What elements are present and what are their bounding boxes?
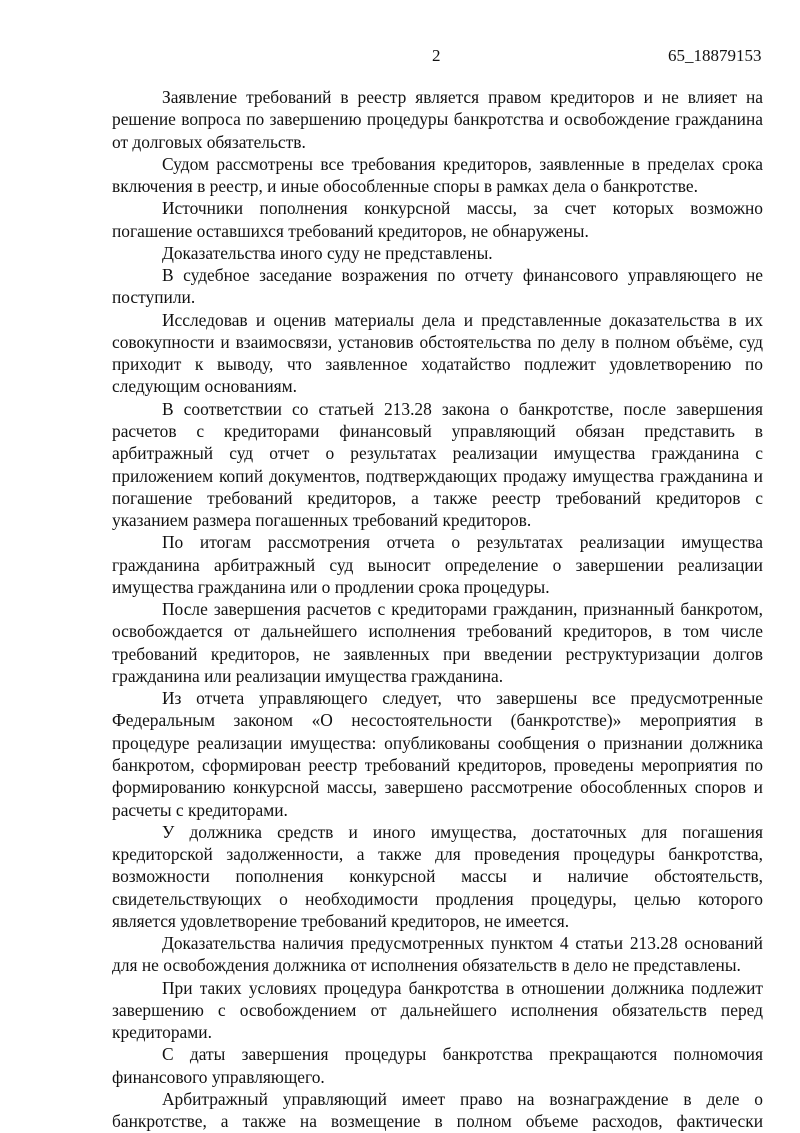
document-body — [112, 86, 763, 1132]
paragraph-line: При таких условиях процедура банкротства в отношении должника подлежит — [162, 977, 763, 998]
paragraph-line: арбитражный суд отчет о результатах реализации имущества гражданина с — [112, 443, 763, 464]
paragraph-line: Судом рассмотрены все требования кредиторов, заявленные в пределах срока — [162, 153, 763, 174]
paragraph-line: приложением копий документов, подтверждающих продажу имущества гражданина и — [112, 465, 763, 486]
paragraph — [112, 598, 763, 687]
paragraph-line: Исследовав и оценив материалы дела и представленные доказательства в их — [162, 309, 763, 330]
paragraph-line: В соответствии со статьей 213.28 закона о банкротстве, после завершения — [162, 398, 763, 419]
paragraph-line: следующим основаниям. — [112, 376, 297, 397]
paragraph — [112, 153, 763, 198]
paragraph-line: гражданина арбитражный суд выносит определение о завершении реализации — [112, 554, 763, 575]
paragraph-line: совокупности и взаимосвязи, установив обстоятельства по делу в полном объёме, суд — [112, 331, 763, 352]
paragraph — [112, 86, 763, 153]
paragraph-line: формированию конкурсной массы, завершено рассмотрение обособленных споров и — [112, 777, 763, 798]
paragraph-line: расчетов с кредиторами финансовый управляющий обязан представить в — [112, 420, 763, 441]
paragraph — [112, 309, 763, 398]
paragraph-line: кредиторами. — [112, 1022, 212, 1043]
paragraph-line: Из отчета управляющего следует, что завершены все предусмотренные — [162, 688, 763, 709]
paragraph-line: У должника средств и иного имущества, достаточных для погашения — [162, 821, 763, 842]
paragraph-line: возможности пополнения конкурсной массы и наличие обстоятельств, — [112, 866, 763, 887]
paragraph-line: погашение оставшихся требований кредиторов, не обнаружены. — [112, 220, 589, 241]
paragraph-line: С даты завершения процедуры банкротства прекращаются полномочия — [162, 1044, 763, 1065]
paragraph-line: требований кредиторов, не заявленных при введении реструктуризации долгов — [112, 643, 763, 664]
paragraph-line: В судебное заседание возражения по отчету финансового управляющего не — [162, 265, 763, 286]
paragraph — [112, 398, 763, 532]
paragraph — [112, 1043, 763, 1088]
paragraph-line: гражданина или реализации имущества гражданина. — [112, 665, 504, 686]
paragraph-line: Источники пополнения конкурсной массы, за счет которых возможно — [162, 198, 763, 219]
paragraph-line: завершению с освобождением от дальнейшего исполнения обязательств перед — [112, 999, 763, 1020]
paragraph — [112, 687, 763, 821]
paragraph — [112, 821, 763, 932]
paragraph — [112, 531, 763, 598]
document-id: 65_18879153 — [668, 46, 762, 65]
paragraph-line: решение вопроса по завершению процедуры банкротства и освобождение гражданина — [112, 109, 763, 130]
paragraph — [112, 264, 763, 309]
paragraph-line: Арбитражный управляющий имеет право на вознаграждение в деле о — [162, 1088, 763, 1109]
page-number: 2 — [432, 46, 441, 65]
paragraph-line: Федеральным законом «О несостоятельности (банкротстве)» мероприятия в — [112, 710, 763, 731]
paragraph — [112, 1088, 763, 1133]
paragraph-line: поступили. — [112, 287, 196, 308]
paragraph-line: Доказательства наличия предусмотренных пунктом 4 статьи 213.28 оснований — [162, 933, 763, 954]
paragraph — [112, 242, 763, 264]
paragraph-line: банкротстве, а также на возмещение в полном объеме расходов, фактически — [112, 1111, 763, 1132]
paragraph-line: процедуре реализации имущества: опубликованы сообщения о признании должника — [112, 732, 763, 753]
paragraph-line: имущества гражданина или о продлении срока процедуры. — [112, 576, 550, 597]
paragraph-line: После завершения расчетов с кредиторами гражданин, признанный банкротом, — [162, 599, 763, 620]
paragraph-line: приходит к выводу, что заявленное ходатайство подлежит удовлетворению по — [112, 354, 763, 375]
paragraph-line: кредиторской задолженности, а также для проведения процедуры банкротства, — [112, 844, 763, 865]
paragraph — [112, 932, 763, 977]
paragraph-line: указанием размера погашенных требований кредиторов. — [112, 510, 532, 531]
paragraph-line: банкротом, сформирован реестр требований кредиторов, проведены мероприятия по — [112, 754, 763, 775]
paragraph-line: расчеты с кредиторами. — [112, 799, 288, 820]
paragraph-line: погашение требований кредиторов, а также реестр требований кредиторов с — [112, 487, 763, 508]
paragraph-line: свидетельствующих о необходимости продления процедуры, целью которого — [112, 888, 763, 909]
paragraph-line: Доказательства иного суду не представлены. — [162, 242, 493, 263]
paragraph — [112, 197, 763, 242]
paragraph-line: для не освобождения должника от исполнения обязательств в дело не представлены. — [112, 955, 741, 976]
paragraph-line: от долговых обязательств. — [112, 131, 306, 152]
paragraph-line: финансового управляющего. — [112, 1066, 325, 1087]
paragraph-line: Заявление требований в реестр является правом кредиторов и не влияет на — [162, 87, 763, 107]
paragraph — [112, 977, 763, 1044]
paragraph-line: освобождается от дальнейшего исполнения требований кредиторов, в том числе — [112, 621, 763, 642]
paragraph-line: По итогам рассмотрения отчета о результатах реализации имущества — [162, 532, 763, 553]
paragraph-line: включения в реестр, и иные обособленные споры в рамках дела о банкротстве. — [112, 176, 698, 197]
paragraph-line: является удовлетворение требований кредиторов, не имеется. — [112, 910, 570, 931]
